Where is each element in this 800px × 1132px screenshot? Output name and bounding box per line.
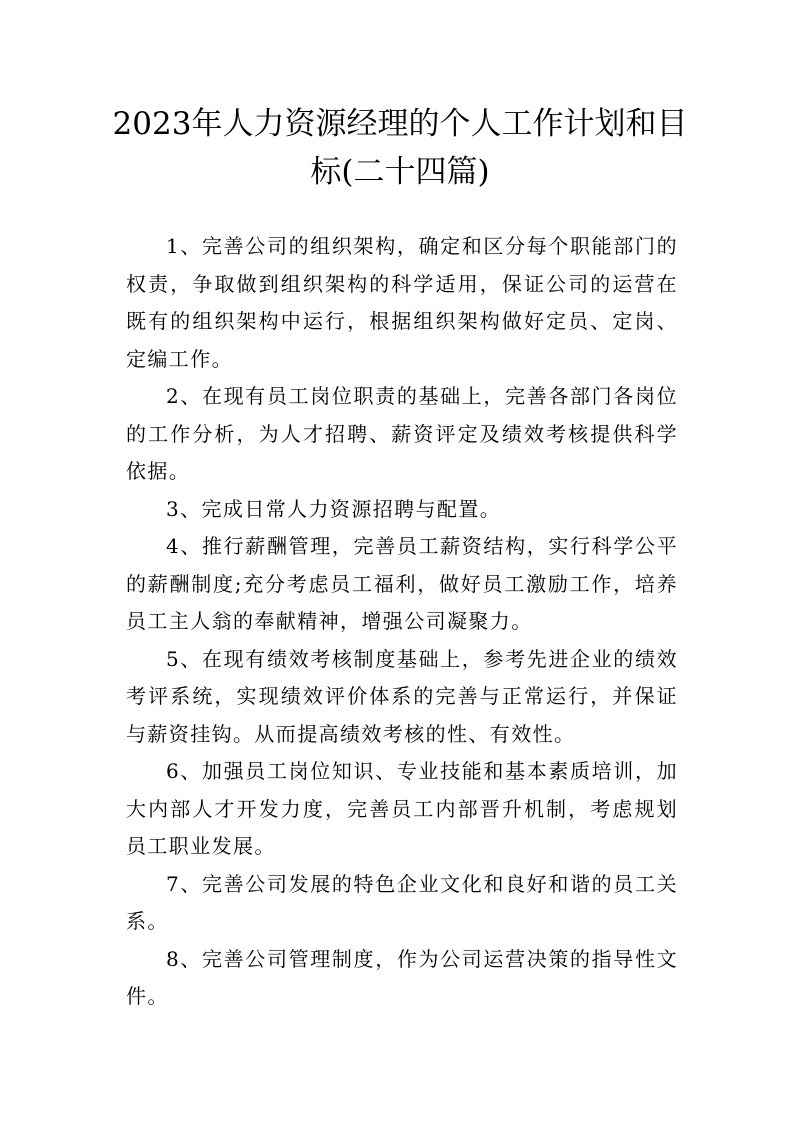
paragraph-2: 2、在现有员工岗位职责的基础上，完善各部门各岗位的工作分析，为人才招聘、薪资评定及绩效考核提供科学依据。: [126, 384, 678, 483]
document-body: [126, 228, 678, 1016]
paragraph-3: 3、完成日常人力资源招聘与配置。: [166, 496, 502, 521]
paragraph-5: 5、在现有绩效考核制度基础上，参考先进企业的绩效考评系统，实现绩效评价体系的完善与正常运行，并保证与薪资挂钩。从而提高绩效考核的性、有效性。: [126, 646, 678, 746]
document-title: 2023年人力资源经理的个人工作计划和目标(二十四篇): [112, 106, 688, 190]
paragraph-4: 4、推行薪酬管理，完善员工薪资结构，实行科学公平的薪酬制度;充分考虑员工福利，做好员工激励工作，培养员工主人翁的奉献精神，增强公司凝聚力。: [126, 534, 678, 633]
paragraph-7: 7、完善公司发展的特色企业文化和良好和谐的员工关系。: [126, 871, 678, 933]
paragraph-6: 6、加强员工岗位知识、专业技能和基本素质培训，加大内部人才开发力度，完善员工内部晋升机制，考虑规划员工职业发展。: [126, 759, 678, 858]
paragraph-8: 8、完善公司管理制度，作为公司运营决策的指导性文件。: [126, 946, 678, 1008]
paragraph-1: 1、完善公司的组织架构，确定和区分每个职能部门的权责，争取做到组织架构的科学适用，保证公司的运营在既有的组织架构中运行，根据组织架构做好定员、定岗、定编工作。: [126, 234, 678, 371]
